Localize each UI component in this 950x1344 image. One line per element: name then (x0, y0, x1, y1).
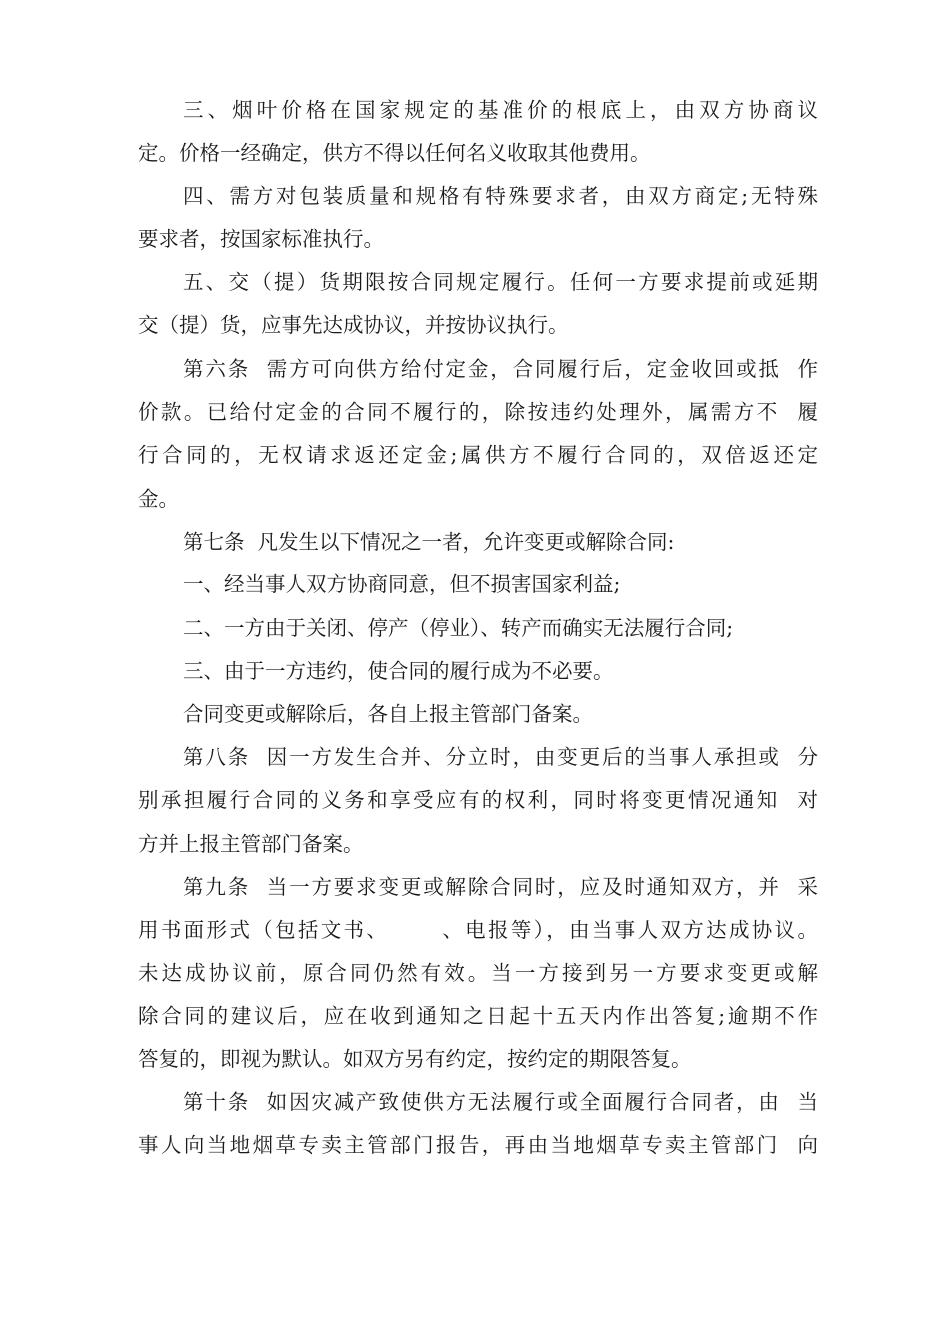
text-line: 答复的，即视为默认。如双方另有约定，按约定的期限答复。 (138, 1047, 692, 1071)
text-line: 一、经当事人双方协商同意，但不损害国家利益; (183, 572, 621, 596)
text-line: 定。价格一经确定，供方不得以任何名义收取其他费用。 (138, 141, 651, 165)
text-line: 价款。已给付定金的合同不履行的，除按违约处理外，属需方不 履 (138, 400, 818, 424)
text-line: 用书面形式（包括文书、 、电报等），由当事人双方达成协议。 (138, 918, 818, 942)
text-line: 金。 (138, 487, 179, 511)
text-line: 第十条 如因灾减产致使供方无法履行或全面履行合同者，由 当 (183, 1090, 818, 1114)
text-line: 五、交（提）货期限按合同规定履行。任何一方要求提前或延期 (183, 270, 818, 294)
text-line: 别承担履行合同的义务和享受应有的权利，同时将变更情况通知 对 (138, 788, 818, 812)
text-line: 交（提）货，应事先达成协议，并按协议执行。 (138, 313, 569, 337)
text-line: 三、由于一方违约，使合同的履行成为不必要。 (183, 659, 614, 683)
text-line: 第六条 需方可向供方给付定金，合同履行后，定金收回或抵 作 (183, 357, 818, 381)
text-line: 第八条 因一方发生合并、分立时，由变更后的当事人承担或 分 (183, 745, 818, 769)
text-line: 合同变更或解除后，各自上报主管部门备案。 (183, 702, 593, 726)
text-line: 三、烟叶价格在国家规定的基准价的根底上，由双方协商议 (183, 98, 818, 122)
text-line: 二、一方由于关闭、停产（停业）、转产而确实无法履行合同; (183, 616, 734, 640)
text-line: 方并上报主管部门备案。 (138, 832, 364, 856)
text-line: 未达成协议前，原合同仍然有效。当一方接到另一方要求变更或解 (138, 961, 818, 985)
text-line: 要求者，按国家标准执行。 (138, 227, 384, 251)
text-line: 四、需方对包装质量和规格有特殊要求者，由双方商定;无特殊 (183, 184, 818, 208)
text-line: 除合同的建议后，应在收到通知之日起十五天内作出答复;逾期不作 (138, 1004, 818, 1028)
text-line: 行合同的，无权请求返还定金;属供方不履行合同的，双倍返还定 (138, 443, 818, 467)
text-line: 事人向当地烟草专卖主管部门报告，再由当地烟草专卖主管部门 向 (138, 1133, 818, 1157)
text-line: 第九条 当一方要求变更或解除合同时，应及时通知双方，并 采 (183, 875, 818, 899)
text-line: 第七条 凡发生以下情况之一者，允许变更或解除合同: (183, 530, 675, 554)
